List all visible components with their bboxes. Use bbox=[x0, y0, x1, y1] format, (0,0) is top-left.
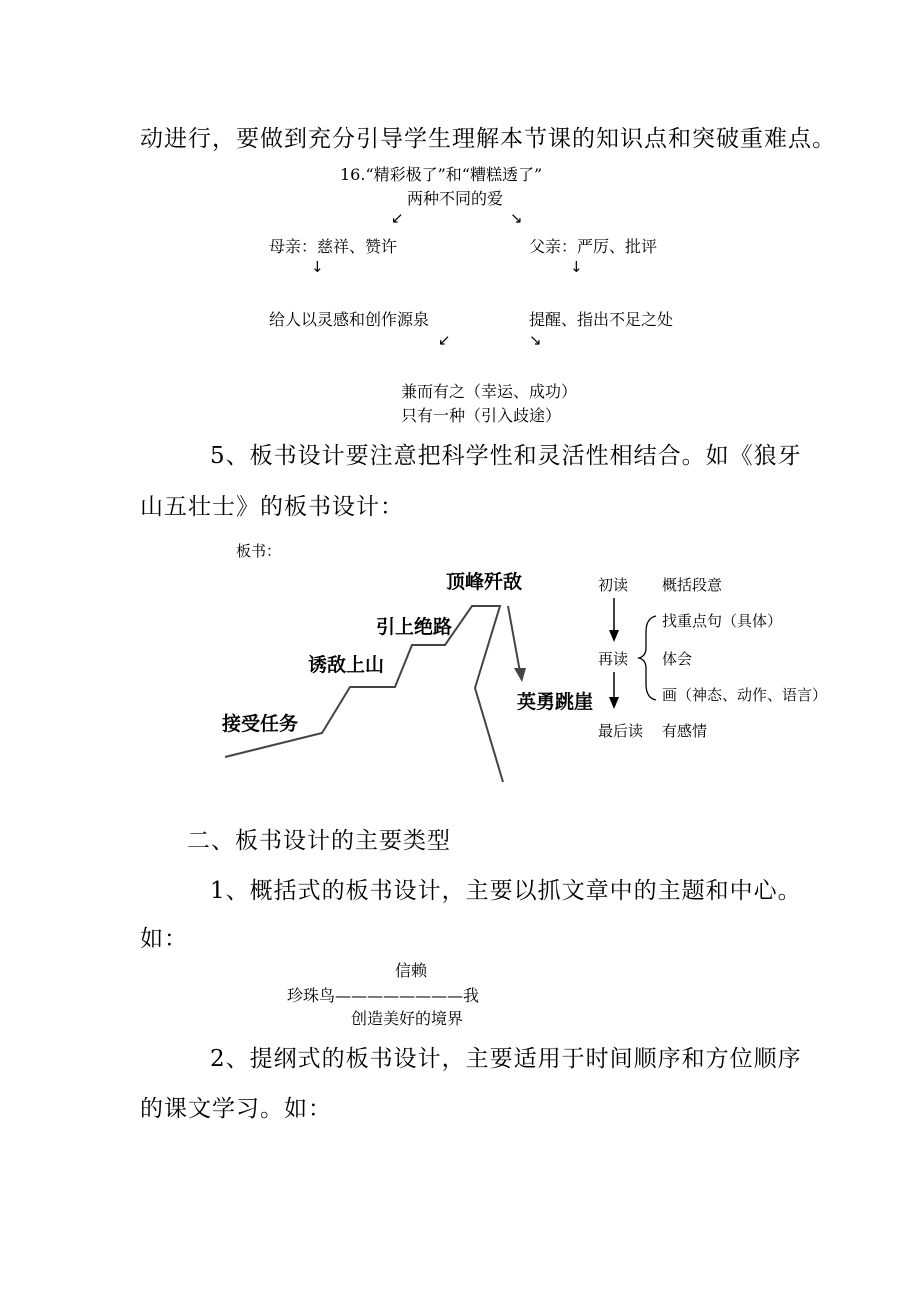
cliff-arrow-head-icon bbox=[514, 668, 526, 682]
reading-second: 再读 bbox=[598, 650, 629, 668]
only-one-result: 只有一种（引入歧途） bbox=[401, 406, 562, 425]
reading-second-note: 画（神态、动作、语言） bbox=[662, 686, 828, 704]
step-summit-battle: 顶峰歼敌 bbox=[446, 571, 523, 593]
reading-last: 最后读 bbox=[598, 722, 644, 740]
brace-icon bbox=[639, 616, 656, 700]
father-effect: 提醒、指出不足之处 bbox=[529, 310, 674, 329]
reading-last-note: 有感情 bbox=[662, 722, 708, 740]
cliff-arrow-line bbox=[508, 606, 520, 672]
arrow-down-right-icon: ↘ bbox=[529, 331, 542, 349]
para5-line1: 5、板书设计要注意把科学性和灵活性相结合。如《狼牙 bbox=[210, 443, 802, 469]
mother-effect: 给人以灵感和创作源泉 bbox=[269, 310, 430, 329]
arrow-down-icon: ↓ bbox=[570, 258, 583, 276]
intro-line: 动进行，要做到充分引导学生理解本节课的知识点和突破重难点。 bbox=[140, 126, 836, 152]
step-lead-to-dead-end: 引上绝路 bbox=[376, 616, 453, 638]
both-result: 兼而有之（幸运、成功） bbox=[401, 382, 578, 401]
arrow-down-left-icon: ↙ bbox=[391, 209, 404, 227]
step-lure-enemy: 诱敌上山 bbox=[308, 654, 385, 676]
pearl-top: 信赖 bbox=[395, 961, 428, 980]
para5-line2: 山五壮士》的板书设计： bbox=[140, 494, 404, 520]
mother-traits: 母亲：慈祥、赞许 bbox=[269, 237, 398, 256]
pearl-middle: 珍珠鸟————————我 bbox=[287, 986, 480, 1005]
item2-line1: 2、提纲式的板书设计，主要适用于时间顺序和方位顺序 bbox=[210, 1046, 802, 1072]
example16-title: 16.“精彩极了”和“糟糕透了” bbox=[340, 165, 543, 184]
pearl-bottom: 创造美好的境界 bbox=[351, 1009, 464, 1028]
blackboard-label: 板书： bbox=[236, 542, 282, 560]
reading-second-note: 体会 bbox=[662, 650, 693, 668]
arrow-down-right-icon: ↘ bbox=[510, 209, 523, 227]
father-traits: 父亲：严厉、批评 bbox=[529, 237, 658, 256]
item2-line2: 的课文学习。如： bbox=[140, 1096, 332, 1122]
example16-subtitle: 两种不同的爱 bbox=[407, 189, 504, 208]
item1-line2: 如： bbox=[140, 926, 188, 952]
item1-line1: 1、概括式的板书设计，主要以抓文章中的主题和中心。 bbox=[210, 878, 802, 904]
step-cliff-jump: 英勇跳崖 bbox=[517, 691, 594, 713]
section2-heading: 二、板书设计的主要类型 bbox=[187, 828, 451, 854]
reading-first: 初读 bbox=[598, 576, 629, 594]
reading-arrow-head-icon bbox=[609, 697, 619, 709]
step-accept-task: 接受任务 bbox=[222, 713, 299, 735]
arrow-down-icon: ↓ bbox=[311, 258, 324, 276]
arrow-down-left-icon: ↙ bbox=[438, 331, 451, 349]
reading-arrow-head-icon bbox=[609, 630, 619, 642]
reading-first-note: 概括段意 bbox=[662, 576, 723, 594]
reading-second-note: 找重点句（具体） bbox=[662, 612, 783, 630]
staircase-line bbox=[225, 606, 503, 782]
